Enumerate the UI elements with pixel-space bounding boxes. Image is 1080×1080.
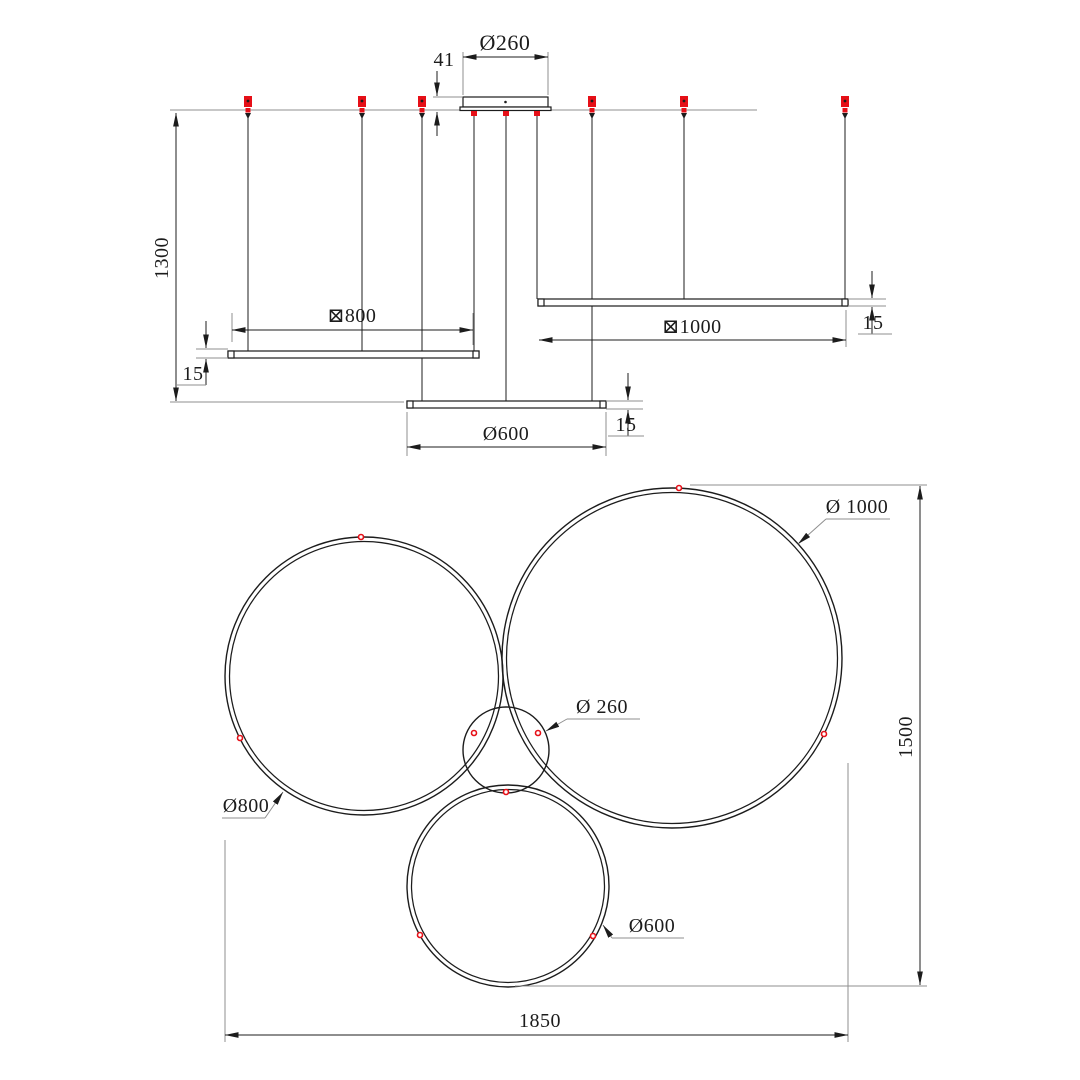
dim-label-suspension-height: 1300	[151, 237, 173, 279]
dim-label-overall-height: 1500	[895, 716, 917, 758]
suspension-point-icon	[472, 731, 477, 736]
canopy-flange	[460, 107, 551, 111]
dim-canopy-diameter	[463, 30, 548, 95]
dim-thickness-left	[176, 321, 228, 385]
ceiling-anchor-icon	[358, 96, 366, 119]
dim-ring-800	[232, 305, 473, 345]
canopy-wire-mount-icon	[534, 111, 540, 116]
dim-label-canopy-diameter: Ø260	[479, 30, 531, 55]
ceiling-anchor-icon	[841, 96, 849, 119]
ceiling-anchor-icon	[588, 96, 596, 119]
label-ring-600-plan: Ø600	[628, 915, 676, 937]
suspension-point-icon	[359, 535, 364, 540]
label-ring-800-plan: Ø800	[222, 795, 270, 817]
canopy-wire-mount-icon	[471, 111, 477, 116]
leader-canopy	[546, 696, 640, 731]
dim-suspension-height	[151, 113, 404, 402]
ceiling-anchor-icon	[244, 96, 252, 119]
dim-canopy-height	[433, 49, 462, 136]
dim-ring-1000	[539, 310, 846, 347]
canopy-wire-mount-icon	[503, 111, 509, 116]
dim-overall-height	[515, 485, 927, 986]
leader-ring-600	[603, 915, 684, 938]
suspension-point-markers	[238, 486, 827, 939]
suspension-point-icon	[418, 933, 423, 938]
suspension-point-icon	[822, 732, 827, 737]
dim-label-overall-width: 1850	[519, 1010, 561, 1032]
suspension-point-icon	[677, 486, 682, 491]
ring-800-plan	[222, 537, 503, 817]
canopy-center-mark	[504, 101, 507, 104]
dim-ring-600	[407, 412, 606, 456]
ring-600-side	[407, 401, 606, 408]
ceiling-anchor-icon	[418, 96, 426, 119]
dim-label-ring-800: ⊠800	[327, 305, 377, 327]
plan-view	[222, 485, 927, 1042]
dim-overall-width	[222, 763, 848, 1042]
suspension-point-icon	[504, 790, 509, 795]
dim-label-thickness-right: 15	[862, 312, 884, 334]
dim-label-canopy-height: 41	[433, 49, 455, 71]
ring-800-side	[228, 351, 479, 358]
label-canopy-plan: Ø 260	[576, 696, 628, 718]
suspension-point-icon	[238, 736, 243, 741]
dim-label-thickness-left: 15	[182, 363, 204, 385]
ring-1000-side	[538, 299, 848, 306]
leader-ring-1000	[798, 496, 890, 544]
ceiling-anchor-icon	[680, 96, 688, 119]
suspension-point-icon	[536, 731, 541, 736]
dim-thickness-bottom	[606, 373, 644, 436]
canopy	[460, 97, 551, 116]
suspension-point-icon	[591, 934, 596, 939]
dim-thickness-right	[848, 271, 892, 334]
dim-label-thickness-bottom: 15	[615, 414, 637, 436]
dim-label-ring-1000: ⊠1000	[662, 316, 722, 338]
side-elevation-view	[151, 30, 892, 456]
ring-600-plan	[407, 785, 609, 987]
leader-ring-800	[222, 792, 283, 818]
dim-label-ring-600: Ø600	[482, 423, 530, 445]
ring-1000-plan	[502, 488, 842, 828]
label-ring-1000-plan: Ø 1000	[825, 496, 889, 518]
